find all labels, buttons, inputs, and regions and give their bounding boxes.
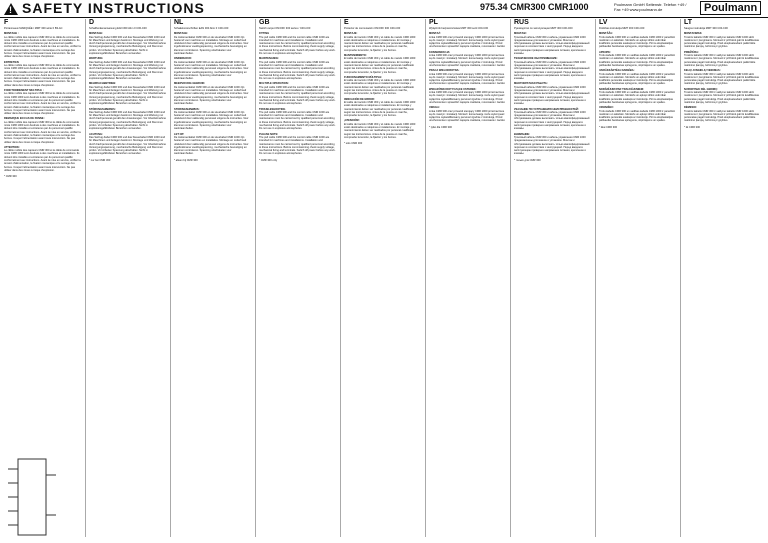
title-text: SAFETY INSTRUCTIONS <box>22 0 205 16</box>
section-body: Le câble mobile des capteurs CMR 300 et le câble de commande mixte CMR 1000 sont destinés à des machines et installations. Ils doivent être installés et entretenus par du personnel qualifié conformément aux instructions. Avant la mise en service, vérifier la tension d'alimentation, la fixation mécanique et le serrage des bornes. Couper l'alimentation avant toute intervention. Ne pas utiliser dans des zones à risque d'explosion. <box>4 149 81 172</box>
section-heading: ENTRETIEN <box>4 60 19 64</box>
section-heading: МОНТАЖ: <box>514 32 527 36</box>
section-heading: MONTAGE : <box>4 32 19 36</box>
contact-info: Poulmann GmbH Seltenstr. Telefon +49 / Fax +49 www.poulmann.de <box>614 2 687 12</box>
language-column-nl <box>174 19 251 539</box>
section-body: El cable de tracción CMR 300 y el cable de mando CMR 1000 están destinados a máquinas e instalaciones. El montaje y mantenimiento deben ser realizados por personal cualificado según las instrucciones. Antes de la puesta en marcha, compruebe la tensión, la fijación y los bornes. <box>344 100 416 118</box>
section-heading: APKOPE: <box>599 50 611 54</box>
section-body: Le câble mobile des capteurs CMR 300 et le câble de commande mixte CMR 1000 sont destinés à des machines et installations. Ils doivent être installés et entretenus par du personnel qualifié conformément aux instructions. Avant la mise en service, vérifier la tension d'alimentation, la fixation mécanique et le serrage des bornes. Couper l'alimentation avant toute intervention. Ne pas utiliser dans des zones à risque d'explosion. <box>4 63 81 87</box>
language-code: GB <box>259 19 270 26</box>
section-body: Тросовый кабель CMR 300 и кабель управления CMR 1000 предназначены для машин и установок. Монтаж и обслуживание должен выполнять только квалифицированный персонал в соответствии с инструкцией. Перед вводом в эксплуатацию проверьте напряжение питания, крепление и клеммы. <box>514 60 590 81</box>
column-intro: Schaltfunkenanweisung EAN 300 Abm 0 C00-C00 <box>89 27 147 30</box>
language-code: E <box>344 19 349 26</box>
section-body: Das Seilzug-Kabel CMR 300 und das Steuerkabel CMR 1000 sind für Maschinen und Anlagen bestimmt. Montage und Wartung nur durch Fachpersonal gemäß den Anweisungen. Vor Inbetriebnahme Versorgungsspannung, mechanische Befestigung und Klemmen prüfen. Vor Arbeiten Spannung abschalten. Nicht in explosionsgefährdeten Bereichen verwenden. <box>89 135 166 156</box>
column-divider <box>595 19 596 537</box>
section-heading: УКАЗАНИЕ ПО УСТРАНЕНИЮ НЕИСПРАВНОСТЕЙ: <box>514 107 579 111</box>
section-heading: KELIŲ JUNGIKLIŲ VEIKIMAS: <box>684 69 721 73</box>
section-heading: NURODYMAI DĖL GEDIMŲ: <box>684 87 718 91</box>
section-body: Trošu kabelis CMR 300 un vadības kabelis CMR 1000 ir paredzēti mašīnām un iekārtām. Montāžu un apkopi drīkst veikt tikai kvalificēts personāls saskaņā ar instrukciju. Pirms ekspluatācijas pārbaudiet barošanas spriegumu, stiprinājumu un spailes. <box>599 91 675 104</box>
footnote: * tik CMR 300 <box>684 125 700 129</box>
footnote: * только для CMR 300 <box>514 158 541 162</box>
section-heading: MONTAGE: <box>174 32 188 36</box>
language-code: RUS <box>514 19 529 26</box>
section-body: De treksnoerkabel CMR 300 en de stuurkabel CMR 1000 zijn bestemd voor machines en installaties. Montage en onderhoud uitsluitend door vakkundig personeel volgens de instructies. Voor ingebruikname voedingsspanning, mechanische bevestiging en klemmen controleren. Spanning uitschakelen voor werkzaamheden. <box>174 110 249 131</box>
language-column-d <box>89 19 166 539</box>
section-heading: STÖRUNGSHINWEIS: <box>89 107 116 111</box>
section-heading: NORĀDĪJUMI PAR TRAUCĒJUMIEM: <box>599 87 644 91</box>
section-heading: LET OP: <box>174 132 185 136</box>
column-divider <box>255 19 256 537</box>
column-intro: Portanneaux MARQUÉE / MMT 300 série 0 B3-AC <box>4 27 63 30</box>
section-body: De treksnoerkabel CMR 300 en de stuurkabel CMR 1000 zijn bestemd voor machines en installaties. Montage en onderhoud uitsluitend door vakkundig personeel volgens de instructies. Voor ingebruikname voedingsspanning, mechanische bevestiging en klemmen controleren. Spanning uitschakelen voor werkzaamheden. <box>174 85 249 106</box>
section-body: The pull cable CMR 300 and the control cable CMR 1000 are intended for machines and installations. Installation and maintenance must be carried out by qualified personnel according to these instructions. Before commissioning check supply voltage, mechanical fixing and terminals. Switch off power before any work. Do not use in explosive atmospheres. <box>259 85 336 106</box>
section-body: Linka CMR 300 oraz przewód sterujący CMR 1000 przeznaczone są do maszyn i instalacji. Montaż i konserwację może wykonywać wyłącznie wykwalifikowany personel zgodnie z instrukcją. Przed uruchomieniem sprawdzić napięcie zasilania, mocowanie i zaciski. <box>429 54 506 67</box>
section-heading: MONTAGE: <box>89 32 103 36</box>
header-rule <box>0 17 768 18</box>
section-heading: ONDERHOUD: <box>174 57 192 61</box>
section-body: Le câble mobile des capteurs CMR 300 et le câble de commande mixte CMR 1000 sont destinés à des machines et installations. Ils doivent être installés et entretenus par du personnel qualifié conformément aux instructions. Avant la mise en service, vérifier la tension d'alimentation, la fixation mécanique et le serrage des bornes. Couper l'alimentation avant toute intervention. Ne pas utiliser dans des zones à risque d'explosion. <box>4 35 81 59</box>
section-body: Das Seilzug-Kabel CMR 300 und das Steuerkabel CMR 1000 sind für Maschinen und Anlagen bestimmt. Montage und Wartung nur durch Fachpersonal gemäß den Anweisungen. Vor Inbetriebnahme Versorgungsspannung, mechanische Befestigung und Klemmen prüfen. Vor Arbeiten Spannung abschalten. Nicht in explosionsgefährdeten Bereichen verwenden. <box>89 35 166 56</box>
section-heading: MONTAŻ: <box>429 32 441 36</box>
column-intro: Protector de conmutación ON/OFF 300 C00-C00 <box>344 27 401 30</box>
footnote: * nur bei CMR 300 <box>89 158 111 162</box>
section-heading: STORINGSHINWEIS: <box>174 107 200 111</box>
section-body: The pull cable CMR 300 and the control cable CMR 1000 are intended for machines and installations. Installation and maintenance must be carried out by qualified personnel according to these instructions. Before commissioning check supply voltage, mechanical fixing and terminals. Switch off power before any work. Do not use in explosive atmospheres. <box>259 35 336 56</box>
section-body: Trosinis kabelis CMR 300 ir valdymo kabelis CMR 1000 skirti mašinoms ir įrenginiams. Montuoti ir prižiūrėti gali tik kvalifikuotas personalas pagal instrukciją. Prieš eksploatuodami patikrinkite maitinimo įtampą, tvirtinimą ir gnybtus. <box>684 91 759 104</box>
section-body: Trošu kabelis CMR 300 un vadības kabelis CMR 1000 ir paredzēti mašīnām un iekārtām. Montāžu un apkopi drīkst veikt tikai kvalificēts personāls saskaņā ar instrukciju. Pirms ekspluatācijas pārbaudiet barošanas spriegumu, stiprinājumu un spailes. <box>599 35 675 49</box>
column-intro: Switch output ON/OFF 300 series / C00-C00 <box>259 27 311 30</box>
section-heading: FUNCIONAMIENTO MÚLTIPLE: <box>344 75 383 79</box>
section-heading: INDICACIÓN DE ERROR: <box>344 97 375 101</box>
section-body: El cable de tracción CMR 300 y el cable de mando CMR 1000 están destinados a máquinas e instalaciones. El montaje y mantenimiento deben ser realizados por personal cualificado según las instrucciones. Antes de la puesta en marcha, compruebe la tensión, la fijación y los bornes. <box>344 57 416 74</box>
language-column-pl <box>429 19 506 539</box>
column-intro: Saugos instrukcija MMT 300 C00-C00 <box>684 27 728 30</box>
section-body: El cable de tracción CMR 300 y el cable de mando CMR 1000 están destinados a máquinas e instalaciones. El montaje y mantenimiento deben ser realizados por personal cualificado según las instrucciones. Antes de la puesta en marcha, compruebe la tensión, la fijación y los bornes. <box>344 79 416 96</box>
column-divider <box>425 19 426 537</box>
language-code: LV <box>599 19 608 26</box>
language-code: NL <box>174 19 184 26</box>
section-body: Тросовый кабель CMR 300 и кабель управления CMR 1000 предназначены для машин и установок. Монтаж и обслуживание должен выполнять только квалифицированный персонал в соответствии с инструкцией. Перед вводом в эксплуатацию проверьте напряжение питания, крепление и клеммы. <box>514 135 590 156</box>
section-heading: ATTENTION : <box>4 145 21 149</box>
section-body: Trošu kabelis CMR 300 un vadības kabelis CMR 1000 ir paredzēti mašīnām un iekārtām. Montāžu un apkopi drīkst veikt tikai kvalificēts personāls saskaņā ar instrukciju. Pirms ekspluatācijas pārbaudiet barošanas spriegumu, stiprinājumu un spailes. <box>599 109 675 123</box>
section-heading: PLEASE NOTE: <box>259 132 279 136</box>
section-body: Linka CMR 300 oraz przewód sterujący CMR 1000 przeznaczone są do maszyn i instalacji. Montaż i konserwację może wykonywać wyłącznie wykwalifikowany personel zgodnie z instrukcją. Przed uruchomieniem sprawdzić napięcie zasilania, mocowanie i zaciski. <box>429 72 506 86</box>
section-body: Le câble mobile des capteurs CMR 300 et le câble de commande mixte CMR 1000 sont destinés à des machines et installations. Ils doivent être installés et entretenus par du personnel qualifié conformément aux instructions. Avant la mise en service, vérifier la tension d'alimentation, la fixation mécanique et le serrage des bornes. Couper l'alimentation avant toute intervention. Ne pas utiliser dans des zones à risque d'explosion. <box>4 120 81 144</box>
section-heading: FITTING <box>259 32 270 36</box>
language-column-lv <box>599 19 676 539</box>
page-title <box>4 0 205 16</box>
section-heading: VAIRĀKKĀRTĒJA DARBĪBA: <box>599 69 635 73</box>
footnote: * CMR 300 only <box>259 158 278 162</box>
section-heading: МНОГОКРАТНАЯ РАБОТА: <box>514 82 548 86</box>
section-body: The pull cable CMR 300 and the control cable CMR 1000 are intended for machines and installations. Installation and maintenance must be carried out by qualified personnel according to these instructions. Before commissioning check supply voltage, mechanical fixing and terminals. Switch off power before any work. Do not use in explosive atmospheres. <box>259 135 336 156</box>
section-heading: MANTENIMIENTO: <box>344 54 367 58</box>
footnote: * tylko dla CMR 300 <box>429 125 452 129</box>
footnote: * tikai CMR 300 <box>599 125 618 129</box>
section-body: Trošu kabelis CMR 300 un vadības kabelis CMR 1000 ir paredzēti mašīnām un iekārtām. Montāžu un apkopi drīkst veikt tikai kvalificēts personāls saskaņā ar instrukciju. Pirms ekspluatācijas pārbaudiet barošanas spriegumu, stiprinājumu un spailes. <box>599 72 675 86</box>
section-body: Trosinis kabelis CMR 300 ir valdymo kabelis CMR 1000 skirti mašinoms ir įrenginiams. Montuoti ir prižiūrėti gali tik kvalifikuotas personalas pagal instrukciją. Prieš eksploatuodami patikrinkite maitinimo įtampą, tvirtinimą ir gnybtus. <box>684 109 759 123</box>
footnote: * alleen bij CMR 300 <box>174 158 198 162</box>
section-heading: ¡ATENCIÓN!: <box>344 119 360 123</box>
header-bar <box>0 0 768 18</box>
section-body: Тросовый кабель CMR 300 и кабель управления CMR 1000 предназначены для машин и установок. Монтаж и обслуживание должен выполнять только квалифицированный персонал в соответствии с инструкцией. Перед вводом в эксплуатацию проверьте напряжение питания, крепление и клеммы. <box>514 35 590 56</box>
section-body: Linka CMR 300 oraz przewód sterujący CMR 1000 przeznaczone są do maszyn i instalacji. Montaż i konserwację może wykonywać wyłącznie wykwalifikowany personel zgodnie z instrukcją. Przed uruchomieniem sprawdzić napięcie zasilania, mocowanie i zaciski. <box>429 91 506 104</box>
language-code: LT <box>684 19 693 26</box>
section-body: Trosinis kabelis CMR 300 ir valdymo kabelis CMR 1000 skirti mašinoms ir įrenginiams. Montuoti ir prižiūrėti gali tik kvalifikuotas personalas pagal instrukciją. Prieš eksploatuodami patikrinkite maitinimo įtampą, tvirtinimą ir gnybtus. <box>684 35 759 49</box>
section-body: Тросовый кабель CMR 300 и кабель управления CMR 1000 предназначены для машин и установок. Монтаж и обслуживание должен выполнять только квалифицированный персонал в соответствии с инструкцией. Перед вводом в эксплуатацию проверьте напряжение питания, крепление и клеммы. <box>514 85 590 106</box>
section-heading: DĖMESIO: <box>684 106 697 110</box>
section-body: The pull cable CMR 300 and the control cable CMR 1000 are intended for machines and installations. Installation and maintenance must be carried out by qualified personnel according to these instructions. Before commissioning check supply voltage, mechanical fixing and terminals. Switch off power before any work. Do not use in explosive atmospheres. <box>259 60 336 81</box>
section-body: El cable de tracción CMR 300 y el cable de mando CMR 1000 están destinados a máquinas e instalaciones. El montaje y mantenimiento deben ser realizados por personal cualificado según las instrucciones. Antes de la puesta en marcha, compruebe la tensión, la fijación y los bornes. <box>344 122 416 139</box>
section-heading: MEHRFACHBETRIEB: <box>89 82 116 86</box>
language-column-gb <box>259 19 336 539</box>
section-body: De treksnoerkabel CMR 300 en de stuurkabel CMR 1000 zijn bestemd voor machines en installaties. Montage en onderhoud uitsluitend door vakkundig personeel volgens de instructies. Voor ingebruikname voedingsspanning, mechanische bevestiging en klemmen controleren. Spanning uitschakelen voor werkzaamheden. <box>174 135 249 156</box>
section-heading: TROUBLESHOOTING <box>259 107 286 111</box>
section-body: Das Seilzug-Kabel CMR 300 und das Steuerkabel CMR 1000 sind für Maschinen und Anlagen bestimmt. Montage und Wartung nur durch Fachpersonal gemäß den Anweisungen. Vor Inbetriebnahme Versorgungsspannung, mechanische Befestigung und Klemmen prüfen. Vor Arbeiten Spannung abschalten. Nicht in explosionsgefährdeten Bereichen verwenden. <box>89 85 166 106</box>
section-body: Тросовый кабель CMR 300 и кабель управления CMR 1000 предназначены для машин и установок. Монтаж и обслуживание должен выполнять только квалифицированный персонал в соответствии с инструкцией. Перед вводом в эксплуатацию проверьте напряжение питания, крепление и клеммы. <box>514 110 590 131</box>
column-divider <box>510 19 511 537</box>
section-heading: PRACA WIELOKROTNA: <box>429 69 460 73</box>
column-divider <box>340 19 341 537</box>
footnote: * CMR 300 <box>4 175 17 179</box>
section-body: De treksnoerkabel CMR 300 en de stuurkabel CMR 1000 zijn bestemd voor machines en installaties. Montage en onderhoud uitsluitend door vakkundig personeel volgens de instructies. Voor ingebruikname voedingsspanning, mechanische bevestiging en klemmen controleren. Spanning uitschakelen voor werkzaamheden. <box>174 60 249 81</box>
language-column-e <box>344 19 421 539</box>
column-intro: Руководство по эксплуатации MMT 300 C00-C00 <box>514 27 573 30</box>
language-code: PL <box>429 19 438 26</box>
section-body: Linka CMR 300 oraz przewód sterujący CMR 1000 przeznaczone są do maszyn i instalacji. Montaż i konserwację może wykonywać wyłącznie wykwalifikowany personel zgodnie z instrukcją. Przed uruchomieniem sprawdzić napięcie zasilania, mocowanie i zaciski. <box>429 109 506 123</box>
section-heading: WARTUNG: <box>89 57 104 61</box>
section-heading: PRIEŽIŪRA: <box>684 50 699 54</box>
section-heading: REMARQUE EN CAS DE PANNE : <box>4 117 46 121</box>
section-heading: MULTIPLE OPERATION: <box>259 82 289 86</box>
section-heading: MAINTENANCE: <box>259 57 280 61</box>
column-divider <box>85 19 86 537</box>
column-intro: Drošības instrukcija MMT 300 C00-C00 <box>599 27 645 30</box>
section-heading: ВНИМАНИЕ: <box>514 132 530 136</box>
column-intro: Wyłącznik bezpieczeństwa MMT 300 serii C00-C00 <box>429 27 489 30</box>
brand-logo: Poulmann <box>700 1 761 15</box>
section-body: Das Seilzug-Kabel CMR 300 und das Steuerkabel CMR 1000 sind für Maschinen und Anlagen bestimmt. Montage und Wartung nur durch Fachpersonal gemäß den Anweisungen. Vor Inbetriebnahme Versorgungsspannung, mechanische Befestigung und Klemmen prüfen. Vor Arbeiten Spannung abschalten. Nicht in explosionsgefährdeten Bereichen verwenden. <box>89 60 166 81</box>
column-divider <box>680 19 681 537</box>
section-body: Linka CMR 300 oraz przewód sterujący CMR 1000 przeznaczone są do maszyn i instalacji. Montaż i konserwację może wykonywać wyłącznie wykwalifikowany personel zgodnie z instrukcją. Przed uruchomieniem sprawdzić napięcie zasilania, mocowanie i zaciski. <box>429 35 506 49</box>
section-heading: ACHTUNG: <box>89 132 103 136</box>
section-body: Le câble mobile des capteurs CMR 300 et le câble de commande mixte CMR 1000 sont destinés à des machines et installations. Ils doivent être installés et entretenus par du personnel qualifié conformément aux instructions. Avant la mise en service, vérifier la tension d'alimentation, la fixation mécanique et le serrage des bornes. Couper l'alimentation avant toute intervention. Ne pas utiliser dans des zones à risque d'explosion. <box>4 92 81 116</box>
warning-icon <box>4 3 18 15</box>
terminal-diagram <box>4 455 59 539</box>
language-code: D <box>89 19 95 26</box>
section-heading: KONSERWACJA: <box>429 50 451 54</box>
section-body: Trošu kabelis CMR 300 un vadības kabelis CMR 1000 ir paredzēti mašīnām un iekārtām. Montāžu un apkopi drīkst veikt tikai kvalificēts personāls saskaņā ar instrukciju. Pirms ekspluatācijas pārbaudiet barošanas spriegumu, stiprinājumu un spailes. <box>599 54 675 67</box>
section-heading: WSKAZÓWKI DOTYCZĄCE USTEREK: <box>429 87 477 91</box>
section-heading: MEERVOUDIG GEBRUIK: <box>174 82 206 86</box>
section-body: De treksnoerkabel CMR 300 en de stuurkabel CMR 1000 zijn bestemd voor machines en installaties. Montage en onderhoud uitsluitend door vakkundig personeel volgens de instructies. Voor ingebruikname voedingsspanning, mechanische bevestiging en klemmen controleren. Spanning uitschakelen voor werkzaamheden. <box>174 35 249 56</box>
footnote: * solo CMR 300 <box>344 142 363 146</box>
section-heading: MONTĀŽA: <box>599 32 613 36</box>
section-heading: FONCTIONNEMENT MULTIPLE : <box>4 89 44 93</box>
section-body: Trosinis kabelis CMR 300 ir valdymo kabelis CMR 1000 skirti mašinoms ir įrenginiams. Montuoti ir prižiūrėti gali tik kvalifikuotas personalas pagal instrukciją. Prieš eksploatuodami patikrinkite maitinimo įtampą, tvirtinimą ir gnybtus. <box>684 72 759 86</box>
language-code: F <box>4 19 9 26</box>
language-column-lt <box>684 19 761 539</box>
column-divider <box>170 19 171 537</box>
section-heading: UWAGA: <box>429 106 440 110</box>
section-heading: UZMANĪBU: <box>599 106 614 110</box>
section-heading: MONTAVIMAS: <box>684 32 703 36</box>
model-number: 975.34 CMR300 CMR1000 <box>480 2 589 12</box>
section-body: Das Seilzug-Kabel CMR 300 und das Steuerkabel CMR 1000 sind für Maschinen und Anlagen bestimmt. Montage und Wartung nur durch Fachpersonal gemäß den Anweisungen. Vor Inbetriebnahme Versorgungsspannung, mechanische Befestigung und Klemmen prüfen. Vor Arbeiten Spannung abschalten. Nicht in explosionsgefährdeten Bereichen verwenden. <box>89 110 166 131</box>
language-column-rus <box>514 19 591 539</box>
section-heading: MONTAJE: <box>344 32 358 36</box>
column-intro: Schakelvoorschriften EAN 300 Abm 0 C00-C00 <box>174 27 229 30</box>
section-body: Trosinis kabelis CMR 300 ir valdymo kabelis CMR 1000 skirti mašinoms ir įrenginiams. Montuoti ir prižiūrėti gali tik kvalifikuotas personalas pagal instrukciją. Prieš eksploatuodami patikrinkite maitinimo įtampą, tvirtinimą ir gnybtus. <box>684 54 759 67</box>
section-heading: ТЕХНИЧЕСКОЕ ОБСЛУЖИВАНИЕ: <box>514 57 558 61</box>
section-body: The pull cable CMR 300 and the control cable CMR 1000 are intended for machines and installations. Installation and maintenance must be carried out by qualified personnel according to these instructions. Before commissioning check supply voltage, mechanical fixing and terminals. Switch off power before any work. Do not use in explosive atmospheres. <box>259 110 336 131</box>
section-body: El cable de tracción CMR 300 y el cable de mando CMR 1000 están destinados a máquinas e instalaciones. El montaje y mantenimiento deben ser realizados por personal cualificado según las instrucciones. Antes de la puesta en marcha, compruebe la tensión, la fijación y los bornes. <box>344 35 416 52</box>
